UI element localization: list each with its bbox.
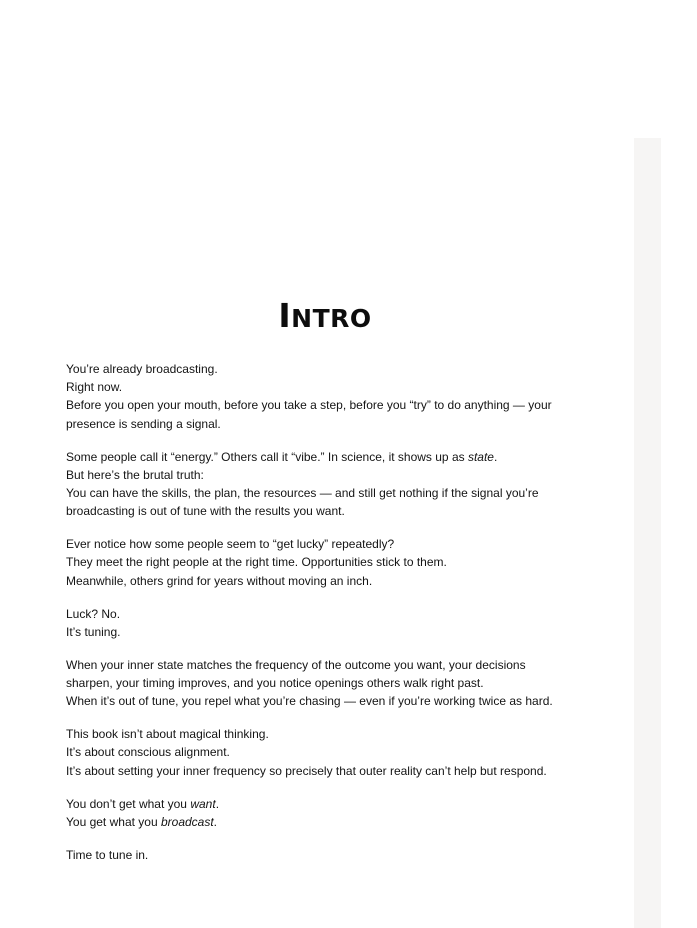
document-body xyxy=(66,360,586,879)
emphasis-text: want xyxy=(190,796,216,811)
text-line: It’s about conscious alignment. xyxy=(66,745,230,760)
text-line xyxy=(66,795,586,813)
text-run: You get what you xyxy=(66,814,161,829)
text-line: When your inner state matches the frequency of the outcome you want, your decisions xyxy=(66,657,526,672)
emphasis-text: state xyxy=(467,449,494,464)
text-line: Before you open your mouth, before you take a step, before you “try” to do anything — your xyxy=(66,398,552,413)
paragraph xyxy=(66,360,586,433)
emphasis-text: broadcast xyxy=(160,814,214,829)
text-line: When it’s out of tune, you repel what you’re chasing — even if you’re working twice as hard. xyxy=(66,694,553,709)
text-line xyxy=(66,448,586,466)
text-line: This book isn’t about magical thinking. xyxy=(66,727,269,742)
text-line: broadcasting is out of tune with the results you want. xyxy=(66,504,345,519)
text-line: Right now. xyxy=(66,380,123,395)
text-run: . xyxy=(215,796,220,811)
scrollbar-gutter[interactable] xyxy=(634,138,661,928)
text-line: It’s tuning. xyxy=(66,624,121,639)
paragraph xyxy=(66,846,586,864)
paragraph xyxy=(66,795,586,831)
text-run: Some people call it “energy.” Others call it “vibe.” In science, it shows up as xyxy=(66,449,468,464)
page-title xyxy=(0,296,650,335)
text-line: You’re already broadcasting. xyxy=(66,362,218,376)
text-line: They meet the right people at the right time. Opportunities stick to them. xyxy=(66,555,447,570)
text-run: . xyxy=(493,449,498,464)
text-line: It’s about setting your inner frequency so precisely that outer reality can’t help but respond. xyxy=(66,763,547,778)
text-line: But here’s the brutal truth: xyxy=(66,467,204,482)
title-initial: I xyxy=(278,296,292,336)
text-line: sharpen, your timing improves, and you notice openings others walk right past. xyxy=(66,676,484,691)
title-rest: NTRO xyxy=(291,304,372,334)
text-line: Meanwhile, others grind for years without moving an inch. xyxy=(66,573,373,588)
text-line xyxy=(66,813,586,831)
text-run: You don’t get what you xyxy=(66,796,191,811)
text-line: You can have the skills, the plan, the resources — and still get nothing if the signal you’re xyxy=(66,486,539,501)
text-line: Ever notice how some people seem to “get lucky” repeatedly? xyxy=(66,537,395,552)
paragraph xyxy=(66,448,586,521)
text-line: presence is sending a signal. xyxy=(66,416,221,431)
paragraph xyxy=(66,725,586,780)
paragraph xyxy=(66,605,586,641)
paragraph xyxy=(66,535,586,590)
paragraph xyxy=(66,656,586,711)
text-line: Luck? No. xyxy=(66,606,121,621)
text-run: . xyxy=(213,814,218,829)
text-line: Time to tune in. xyxy=(66,847,149,862)
